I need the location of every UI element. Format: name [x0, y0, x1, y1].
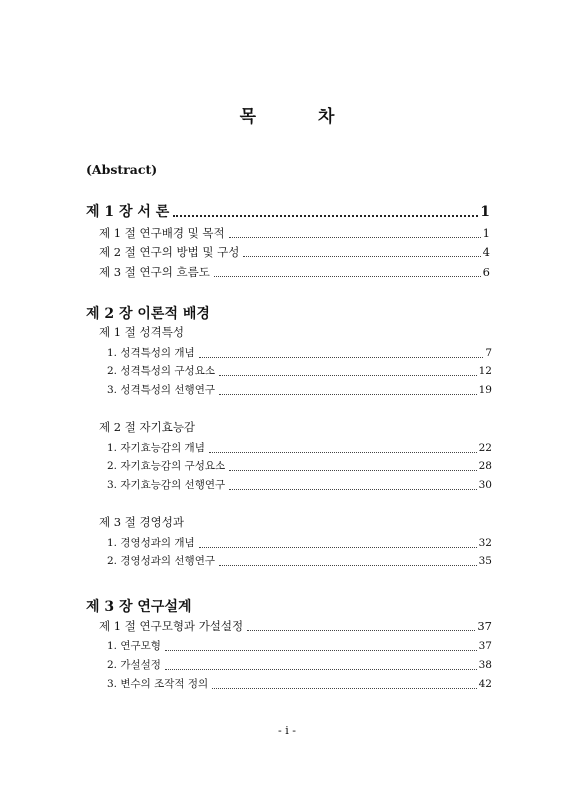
toc-entry-3-1-3[interactable] [0, 676, 574, 691]
leader-dots [219, 393, 477, 395]
leader-dots [209, 451, 477, 453]
toc-entry-label: 제 1 절 연구모형과 가설설정 [99, 619, 244, 633]
toc-entry-label: 3. 성격특성의 선행연구 [107, 384, 215, 396]
toc-entry-page: 30 [478, 479, 492, 491]
toc-entry-page: 32 [478, 537, 492, 549]
toc-entry-3-1-2[interactable] [0, 657, 574, 672]
toc-entry-2-1-3[interactable] [0, 382, 574, 397]
toc-entry-2-2-2[interactable] [0, 458, 574, 473]
toc-entry-page: 1 [480, 204, 490, 220]
toc-entry-2-1-2[interactable] [0, 363, 574, 378]
toc-chapter-3-heading[interactable]: 제 3 장 연구설계 [86, 599, 192, 615]
toc-entry-page: 42 [478, 678, 492, 690]
toc-entry-page: 38 [478, 659, 492, 671]
toc-entry-label: 제 2 절 연구의 방법 및 구성 [99, 245, 240, 259]
toc-entry-page: 4 [482, 245, 490, 259]
toc-entry-label: 3. 변수의 조작적 정의 [107, 678, 209, 690]
leader-dots [229, 488, 477, 490]
toc-title: 목 차 [239, 107, 363, 127]
toc-entry-label: 1. 자기효능감의 개념 [107, 442, 205, 454]
leader-dots [165, 668, 477, 670]
toc-entry-3-1-1[interactable] [0, 638, 574, 653]
toc-entry-label: 2. 자기효능감의 구성요소 [107, 460, 226, 472]
toc-section-2-2-heading[interactable]: 제 2 절 자기효능감 [99, 420, 196, 434]
page-number: - i - [278, 724, 296, 737]
leader-dots [212, 687, 476, 689]
toc-entry-2-3-2[interactable] [0, 553, 574, 568]
abstract-link[interactable]: (Abstract) [86, 162, 158, 177]
leader-dots [199, 356, 484, 358]
toc-chapter-2-heading[interactable]: 제 2 장 이론적 배경 [86, 306, 210, 322]
toc-entry-2-2-1[interactable] [0, 440, 574, 455]
toc-entry-label: 제 3 절 연구의 흐름도 [99, 265, 210, 279]
toc-entry-label: 제 1 장 서 론 [86, 204, 170, 220]
toc-entry-label: 제 1 절 연구배경 및 목적 [99, 226, 225, 240]
toc-entry-page: 22 [478, 442, 492, 454]
toc-entry-chapter-1[interactable] [0, 201, 574, 221]
toc-entry-label: 2. 가설설정 [107, 659, 161, 671]
toc-entry-page: 1 [482, 226, 490, 240]
toc-entry-page: 12 [478, 365, 492, 377]
toc-entry-page: 28 [478, 460, 492, 472]
toc-entry-label: 2. 성격특성의 구성요소 [107, 365, 215, 377]
leader-dots [229, 469, 477, 471]
leader-dots [165, 649, 477, 651]
toc-entry-section-1-3[interactable] [0, 264, 574, 280]
leader-dots [173, 214, 478, 217]
toc-entry-2-1-1[interactable] [0, 345, 574, 360]
toc-entry-label: 1. 연구모형 [107, 640, 161, 652]
leader-dots [247, 629, 475, 631]
toc-entry-2-2-3[interactable] [0, 477, 574, 492]
leader-dots [199, 546, 477, 548]
toc-entry-page: 6 [482, 265, 490, 279]
toc-entry-page: 35 [478, 555, 492, 567]
toc-entry-label: 1. 성격특성의 개념 [107, 347, 195, 359]
toc-entry-section-1-2[interactable] [0, 244, 574, 260]
toc-section-2-3-heading[interactable]: 제 3 절 경영성과 [99, 515, 184, 529]
leader-dots [219, 564, 477, 566]
toc-entry-page: 37 [477, 619, 492, 633]
toc-entry-page: 19 [478, 384, 492, 396]
leader-dots [229, 236, 481, 238]
toc-entry-label: 2. 경영성과의 선행연구 [107, 555, 215, 567]
toc-entry-label: 1. 경영성과의 개념 [107, 537, 195, 549]
toc-entry-section-3-1[interactable] [0, 618, 574, 634]
toc-entry-page: 7 [485, 347, 492, 359]
leader-dots [219, 374, 477, 376]
toc-section-2-1-heading[interactable]: 제 1 절 성격특성 [99, 325, 184, 339]
leader-dots [243, 255, 480, 257]
toc-entry-label: 3. 자기효능감의 선행연구 [107, 479, 226, 491]
toc-entry-page: 37 [478, 640, 492, 652]
leader-dots [214, 275, 481, 277]
toc-entry-2-3-1[interactable] [0, 535, 574, 550]
toc-entry-section-1-1[interactable] [0, 225, 574, 241]
